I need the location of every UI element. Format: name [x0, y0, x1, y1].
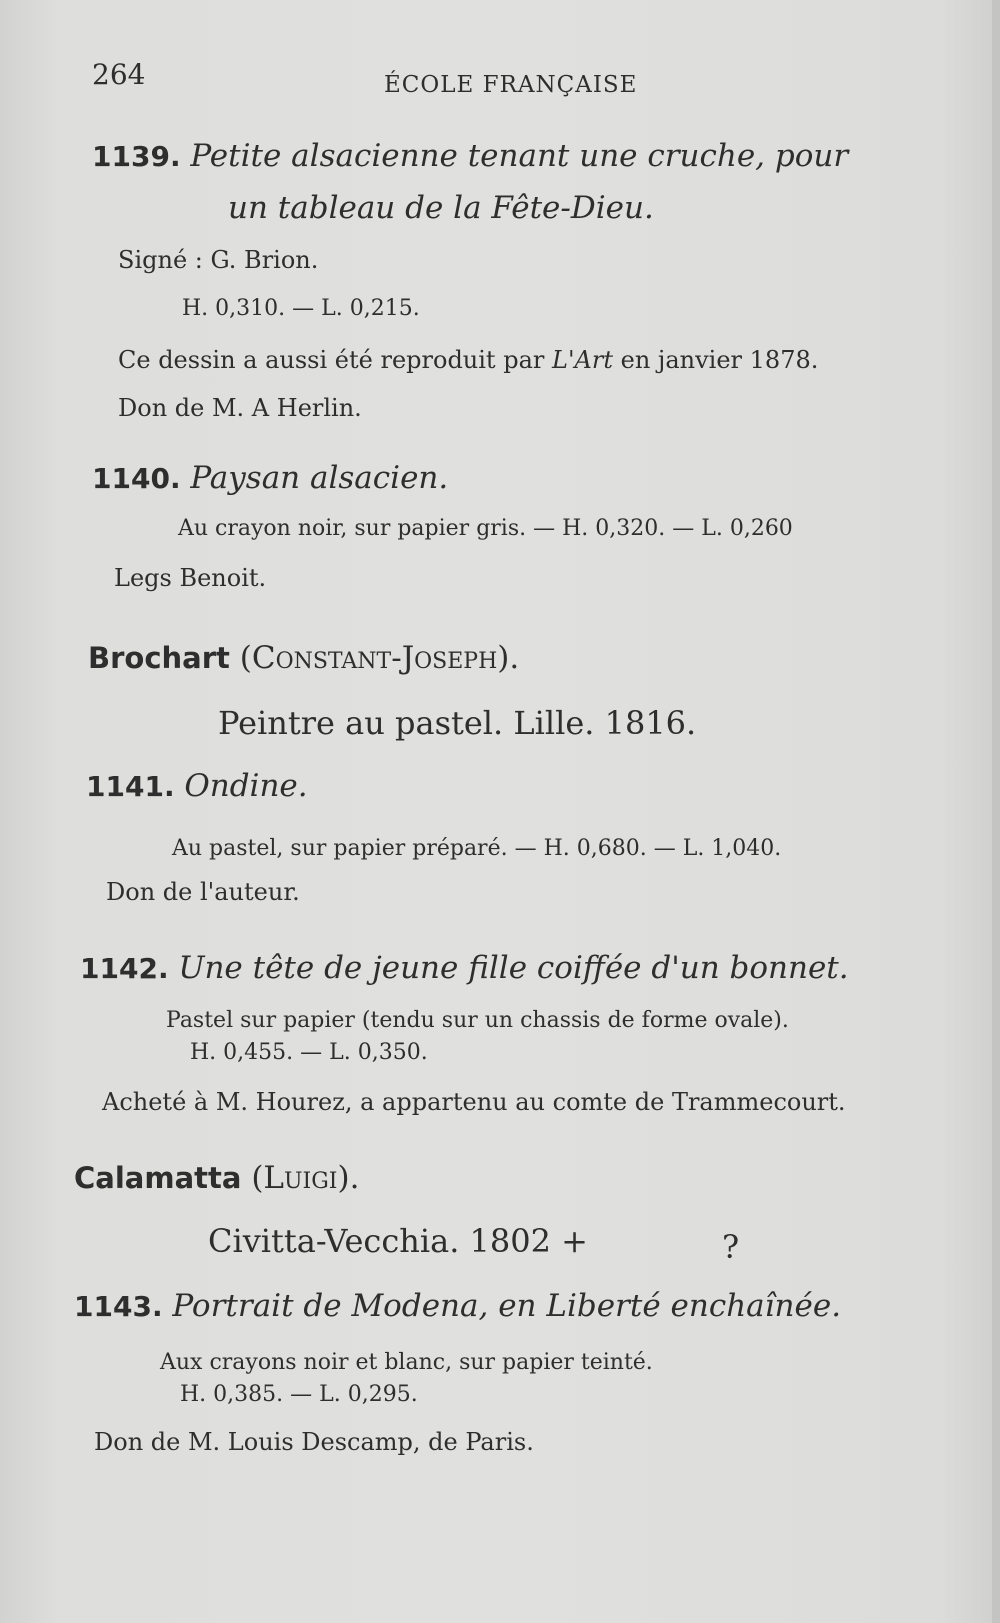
running-head: ÉCOLE FRANÇAISE — [384, 72, 638, 98]
entry-1140-heading: 1140. Paysan alsacien. — [92, 460, 449, 496]
entry-technique: Au pastel, sur papier préparé. — H. 0,680. — L. 1,040. — [172, 836, 782, 861]
entry-dimensions: H. 0,310. — L. 0,215. — [182, 296, 420, 321]
entry-dimensions: H. 0,455. — L. 0,350. — [190, 1040, 428, 1065]
entry-1139-heading: 1139. Petite alsacienne tenant une cruche, pour — [92, 138, 849, 174]
entry-1142-heading: 1142. Une tête de jeune fille coiffée d'un bonnet. — [80, 950, 849, 986]
entry-technique: Aux crayons noir et blanc, sur papier teinté. — [160, 1350, 653, 1375]
entry-title-continued: un tableau de la Fête-Dieu. — [228, 190, 654, 226]
entry-dimensions: H. 0,385. — L. 0,295. — [180, 1382, 418, 1407]
artist-biography: Peintre au pastel. Lille. 1816. — [218, 704, 697, 742]
artist-biography: Civitta-Vecchia. 1802 + — [208, 1222, 588, 1260]
entry-number: 1139 — [92, 140, 170, 173]
entry-title: Paysan alsacien. — [190, 460, 449, 496]
entry-title: Ondine. — [184, 768, 308, 804]
artist-heading-brochart — [88, 640, 519, 676]
entry-1143-heading: 1143. Portrait de Modena, en Liberté enchaînée. — [74, 1288, 842, 1324]
entry-title: Portrait de Modena, en Liberté enchaînée. — [172, 1288, 842, 1324]
entry-number: 1140 — [92, 462, 170, 495]
entry-title: Une tête de jeune fille coiffée d'un bonnet. — [178, 950, 849, 986]
publication-title: L'Art — [552, 346, 613, 374]
entry-provenance: Don de l'auteur. — [106, 878, 300, 906]
artist-given-names: (Luigi). — [251, 1160, 360, 1196]
entry-provenance: Legs Benoit. — [114, 564, 267, 592]
entry-provenance: Don de M. A Herlin. — [118, 394, 362, 422]
entry-note: Ce dessin a aussi été reproduit par L'Art en janvier 1878. — [118, 346, 819, 374]
entry-provenance: Acheté à M. Hourez, a appartenu au comte de Trammecourt. — [102, 1088, 846, 1116]
entry-1141-heading: 1141. Ondine. — [86, 768, 308, 804]
artist-heading-calamatta — [74, 1160, 359, 1196]
page-edge — [992, 0, 1000, 1623]
page-number: 264 — [92, 58, 146, 91]
entry-signature: Signé : G. Brion. — [118, 246, 319, 274]
artist-name: Calamatta — [74, 1161, 242, 1195]
entry-provenance: Don de M. Louis Descamp, de Paris. — [94, 1428, 534, 1456]
entry-number: 1143 — [74, 1290, 152, 1323]
uncertain-death-date-mark: ? — [722, 1228, 740, 1266]
artist-given-names: (Constant-Joseph). — [239, 640, 520, 676]
entry-technique: Au crayon noir, sur papier gris. — H. 0,320. — L. 0,260 — [178, 516, 793, 541]
artist-name: Brochart — [88, 641, 230, 675]
entry-number: 1142 — [80, 952, 158, 985]
entry-number: 1141 — [86, 770, 164, 803]
entry-title: Petite alsacienne tenant une cruche, pour — [190, 138, 849, 174]
entry-technique: Pastel sur papier (tendu sur un chassis de forme ovale). — [166, 1008, 789, 1033]
